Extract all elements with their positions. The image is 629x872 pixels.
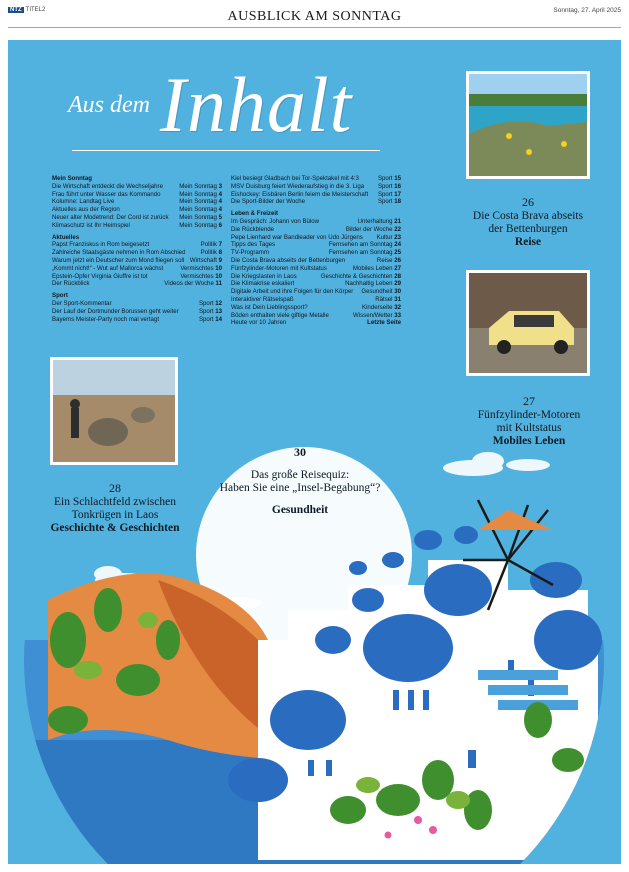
toc-entry-dept: Politik: [200, 241, 217, 249]
toc-entry[interactable]: [52, 300, 222, 308]
feature-quiz-dept: Gesundheit: [271, 504, 329, 516]
toc-entry-title: Die Costa Brava abseits der Bettenburgen: [231, 256, 346, 264]
toc-entry-dept: Mein Sonntag: [179, 182, 217, 190]
toc-entry-page: 15: [394, 175, 401, 182]
feature-costa-dept: Reise: [514, 236, 542, 248]
toc-entry-page: 5: [218, 213, 222, 221]
toc-entry-dept: Nachhaltig Leben: [345, 280, 393, 288]
toc-entry-dept: Vermischtes: [180, 272, 214, 280]
toc-entry-dept: Videos der Woche: [164, 280, 214, 288]
toc-entry-ref: [195, 308, 222, 316]
toc-entry-dept: Politik: [200, 249, 217, 257]
toc-entry-ref: [373, 234, 401, 242]
toc-entry-page: 9: [218, 256, 222, 264]
toc-entry-ref: [176, 265, 222, 273]
toc-left-column: [52, 175, 222, 323]
toc-entry[interactable]: [52, 273, 222, 281]
feature-laos[interactable]: [40, 482, 190, 535]
toc-entry-ref: [374, 183, 401, 191]
toc-entry-page: 28: [394, 272, 401, 280]
toc-entry-title: Der Rückblick: [52, 280, 90, 288]
toc-entry-dept: Vermischtes: [180, 264, 214, 272]
toc-entry-title: Papst Franziskus in Rom beigesetzt: [52, 241, 150, 249]
toc-entry-ref: [349, 312, 401, 320]
toc-entry-page: 3: [218, 182, 222, 190]
toc-section-heading: Leben & Freizeit: [231, 210, 279, 218]
toc-entry-dept: Fernsehen am Sonntag: [328, 241, 393, 249]
toc-entry-ref: [373, 257, 401, 265]
toc-entry-ref: [195, 316, 222, 324]
photo-costa-brava[interactable]: [466, 71, 590, 179]
toc-entry-title: Die Kriegslasten in Laos: [231, 272, 297, 280]
photo-volvo[interactable]: [466, 270, 590, 376]
toc-entry-ref: [317, 273, 401, 281]
toc-entry-title: Epstein-Opfer Virginia Giuffre ist tot: [52, 272, 148, 280]
feature-laos-page: 28: [109, 481, 121, 495]
toc-entry[interactable]: [52, 198, 222, 206]
toc-entry-dept: Reise: [376, 256, 393, 264]
toc-entry-page: 14: [215, 315, 222, 323]
toc-entry-ref: [342, 226, 401, 234]
toc-entry-page: 7: [218, 241, 222, 249]
toc-entry[interactable]: [231, 296, 401, 304]
feature-quiz-page: 30: [294, 445, 306, 459]
toc-section-heading: Mein Sonntag: [52, 175, 92, 182]
toc-entry-page: 11: [215, 280, 222, 288]
toc-entry-ref: [374, 175, 401, 183]
toc-entry-ref: [354, 218, 401, 226]
toc-entry-dept: Sport: [198, 307, 214, 315]
toc-entry-ref: [325, 249, 401, 257]
toc-entry-page: 22: [394, 225, 401, 233]
toc-entry[interactable]: [231, 226, 401, 234]
toc-entry[interactable]: [52, 183, 222, 191]
feature-volvo-dept: Mobiles Leben: [492, 435, 566, 447]
toc-entry[interactable]: [52, 249, 222, 257]
toc-entry-ref: [175, 222, 222, 230]
toc-entry-title: Zahlreiche Staatsgäste nehmen in Rom Abschied: [52, 249, 186, 257]
toc-entry-ref: [197, 249, 222, 257]
toc-entry-title: Heute vor 10 Jahren: [231, 319, 287, 327]
toc-entry-dept: Mein Sonntag: [179, 213, 217, 221]
toc-entry-dept: Sport: [198, 315, 214, 323]
feature-costa-line1: Die Costa Brava abseits: [472, 210, 584, 222]
toc-entry-ref: [186, 257, 222, 265]
toc-entry-title: Warum jetzt ein Deutscher zum Mond fliegen soll: [52, 256, 185, 264]
feature-laos-dept: Geschichte & Geschichten: [50, 522, 180, 534]
section-code: TITEL2: [25, 7, 46, 13]
heading-rule: [72, 150, 380, 151]
toc-entry-dept: Sport: [198, 299, 214, 307]
toc-section-heading: Sport: [52, 292, 68, 300]
logo-badge: NTZ: [10, 7, 22, 13]
toc-entry-page: 12: [215, 299, 222, 307]
toc-entry-title: Die Sport-Bilder der Woche: [231, 198, 306, 206]
toc-entry[interactable]: [52, 280, 222, 288]
toc-entry-dept: Kinderseite: [362, 303, 393, 311]
toc-entry-page: 8: [218, 249, 222, 257]
feature-laos-line1: Ein Schlachtfeld zwischen: [54, 496, 176, 508]
toc-entry-page: 27: [394, 264, 401, 272]
toc-entry-dept: Mein Sonntag: [179, 221, 217, 229]
feature-volvo-page: 27: [523, 394, 535, 408]
feature-volvo-line2: mit Kultstatus: [496, 422, 562, 434]
toc-entry-dept: Mein Sonntag: [179, 198, 217, 206]
toc-entry-ref: [176, 273, 222, 281]
toc-entry-ref: [175, 191, 222, 199]
toc-entry-ref: [175, 198, 222, 206]
toc-entry-ref: [374, 198, 401, 206]
toc-entry[interactable]: [52, 191, 222, 199]
feature-volvo-line1: Fünfzylinder-Motoren: [477, 409, 581, 421]
toc-entry-title: Die Wirtschaft entdeckt die Wechseljahre: [52, 182, 163, 190]
toc-entry-page: 24: [394, 241, 401, 249]
toc-entry-ref: [175, 183, 222, 191]
toc-entry[interactable]: [231, 191, 401, 199]
toc-entry-page: 23: [394, 233, 401, 241]
toc-entry-page: 31: [394, 295, 401, 303]
toc-entry-page: 26: [394, 256, 401, 264]
toc-entry-dept: Sport: [377, 175, 393, 182]
toc-entry-ref: [341, 280, 401, 288]
masthead-divider: [8, 27, 621, 28]
toc-entry-dept: Sport: [377, 182, 393, 190]
toc-entry-dept: Unterhaltung: [357, 217, 393, 225]
toc-entry-dept: Mein Sonntag: [179, 190, 217, 198]
feature-costa-line2: der Bettenburgen: [488, 223, 568, 235]
toc-entry-page: 30: [394, 288, 401, 296]
toc-entry-ref: [349, 265, 401, 273]
toc-entry-title: TV-Programm: [231, 249, 269, 257]
toc-entry-title: Digitale Arbeit und ihre Folgen für den Körper: [231, 288, 354, 296]
feature-quiz-line1: Das große Reisequiz:: [250, 469, 350, 481]
toc-entry[interactable]: [231, 265, 401, 273]
toc-entry[interactable]: [52, 265, 222, 273]
masthead-title: AUSBLICK AM SONNTAG: [227, 9, 402, 24]
toc-entry-title: MSV Duisburg feiert Wiederaufstieg in die 3. Liga: [231, 182, 365, 190]
toc-entry-dept: Geschichte & Geschichten: [320, 272, 393, 280]
toc-entry-ref: [175, 214, 222, 222]
toc-entry[interactable]: [52, 206, 222, 214]
toc-entry-page: 16: [394, 182, 401, 190]
toc-entry-dept: Letzte Seite: [367, 319, 401, 327]
toc-entry-page: 33: [394, 311, 401, 319]
toc-entry-ref: [325, 241, 401, 249]
toc-entry[interactable]: [231, 304, 401, 312]
toc-entry-page: 29: [394, 280, 401, 288]
feature-laos-line2: Tonkrügen in Laos: [71, 509, 159, 521]
toc-entry-ref: [197, 241, 222, 249]
toc-entry-ref: [175, 206, 222, 214]
toc-entry-title: Interaktiver Rätselspaß: [231, 295, 294, 303]
toc-entry[interactable]: [52, 222, 222, 230]
toc-entry-page: 4: [218, 206, 222, 214]
toc-entry-title: Kiel besiegt Gladbach bei Tor-Spektakel mit 4:3: [231, 175, 359, 182]
toc-entry-title: Eishockey: Eisbären Berlin feiern die Meisterschaft: [231, 190, 369, 198]
toc-entry-title: Pepe Lienhard war Bandleader von Udo Jürgens: [231, 233, 363, 241]
toc-entry-page: 10: [215, 264, 222, 272]
toc-entry-page: 6: [218, 221, 222, 229]
toc-entry-ref: [195, 300, 222, 308]
toc-entry-title: Aktuelles aus der Region: [52, 206, 120, 214]
toc-entry-page: 21: [394, 217, 401, 225]
toc-entry[interactable]: [52, 214, 222, 222]
feature-quiz[interactable]: [215, 446, 385, 517]
toc-entry[interactable]: [231, 288, 401, 296]
toc-entry-ref: [371, 296, 401, 304]
toc-entry-dept: Fernsehen am Sonntag: [328, 249, 393, 257]
toc-entry[interactable]: [231, 175, 401, 183]
toc-entry-ref: [363, 319, 401, 327]
toc-entry-dept: Gesundheit: [361, 288, 393, 296]
toc-entry[interactable]: [52, 308, 222, 316]
masthead-date: Sonntag, 27. April 2025: [553, 7, 621, 14]
toc-entry-title: Die Klimakrise eskaliert: [231, 280, 295, 288]
toc-entry-title: Der Lauf der Dortmunder Borussen geht weiter: [52, 307, 179, 315]
feature-costa-page: 26: [522, 195, 534, 209]
toc-entry-title: Was ist Dein Lieblingssport?: [231, 303, 308, 311]
toc-entry-title: Im Gespräch: Johann von Bülow: [231, 217, 320, 225]
toc-right-column: [231, 175, 401, 327]
toc-entry-title: „Kommt nicht!“ - Wut auf Mallorca wächst: [52, 264, 164, 272]
toc-entry-dept: Wissen/Wetter: [353, 311, 393, 319]
heading-main: Inhalt: [160, 61, 353, 148]
toc-entry-page: 4: [218, 190, 222, 198]
toc-entry[interactable]: [231, 198, 401, 206]
toc-entry-title: Kolumne: Landtag Live: [52, 198, 115, 206]
toc-entry[interactable]: [231, 273, 401, 281]
toc-entry-page: 13: [215, 307, 222, 315]
toc-entry-ref: [160, 280, 222, 288]
toc-entry-title: Der Sport-Kommentar: [52, 299, 112, 307]
toc-entry[interactable]: [52, 316, 222, 324]
toc-entry-dept: Rätsel: [375, 295, 393, 303]
toc-entry-dept: Wirtschaft: [189, 256, 217, 264]
toc-entry-dept: Kultur: [376, 233, 393, 241]
toc-entry-title: Fünfzylinder-Motoren mit Kultstatus: [231, 264, 327, 272]
feature-costa-brava[interactable]: [460, 196, 596, 249]
toc-entry[interactable]: [52, 241, 222, 249]
feature-quiz-line2: Haben Sie eine „Insel-Begabung“?: [219, 482, 381, 494]
toc-entry-dept: Sport: [377, 190, 393, 198]
toc-entry-dept: Bilder der Woche: [345, 225, 393, 233]
toc-entry-title: Die Rückblende: [231, 225, 275, 233]
toc-entry[interactable]: [231, 183, 401, 191]
toc-entry-title: Klimaschutz ist Ihr Heimspiel: [52, 221, 130, 229]
toc-entry-page: 17: [394, 190, 401, 198]
toc-entry-page: 18: [394, 198, 401, 206]
toc-entry[interactable]: [231, 241, 401, 249]
toc-entry[interactable]: [231, 280, 401, 288]
toc-entry-page: 32: [394, 303, 401, 311]
toc-entry[interactable]: [231, 234, 401, 242]
photo-laos[interactable]: [50, 357, 178, 465]
content-panel: [8, 40, 621, 864]
heading-prefix: Aus dem: [68, 92, 150, 118]
toc-entry[interactable]: [231, 319, 401, 327]
toc-entry-dept: Mein Sonntag: [179, 206, 217, 214]
toc-entry[interactable]: [231, 257, 401, 265]
toc-entry[interactable]: [231, 249, 401, 257]
toc-entry-dept: Mobiles Leben: [352, 264, 393, 272]
toc-entry-page: 4: [218, 198, 222, 206]
toc-entry-title: Frau führt unter Wasser das Kommando: [52, 190, 161, 198]
toc-entry[interactable]: [231, 218, 401, 226]
toc-entry-dept: Sport: [377, 198, 393, 206]
toc-entry-title: Bayerns Meister-Party noch mal vertagt: [52, 315, 160, 323]
toc-entry-page: 10: [215, 272, 222, 280]
toc-section-heading: Aktuelles: [52, 233, 80, 241]
toc-entry-ref: [357, 288, 401, 296]
toc-entry-title: Böden enthalten viele giftige Metalle: [231, 311, 329, 319]
toc-entry-title: Tipps des Tages: [231, 241, 276, 249]
toc-entry-title: Neuer alter Modetrend: Der Cord ist zurück: [52, 213, 169, 221]
toc-entry[interactable]: [52, 257, 222, 265]
toc-entry[interactable]: [231, 312, 401, 320]
toc-entry-page: 25: [394, 249, 401, 257]
toc-entry-ref: [358, 304, 401, 312]
toc-entry-ref: [374, 191, 401, 199]
feature-volvo[interactable]: [455, 395, 603, 448]
